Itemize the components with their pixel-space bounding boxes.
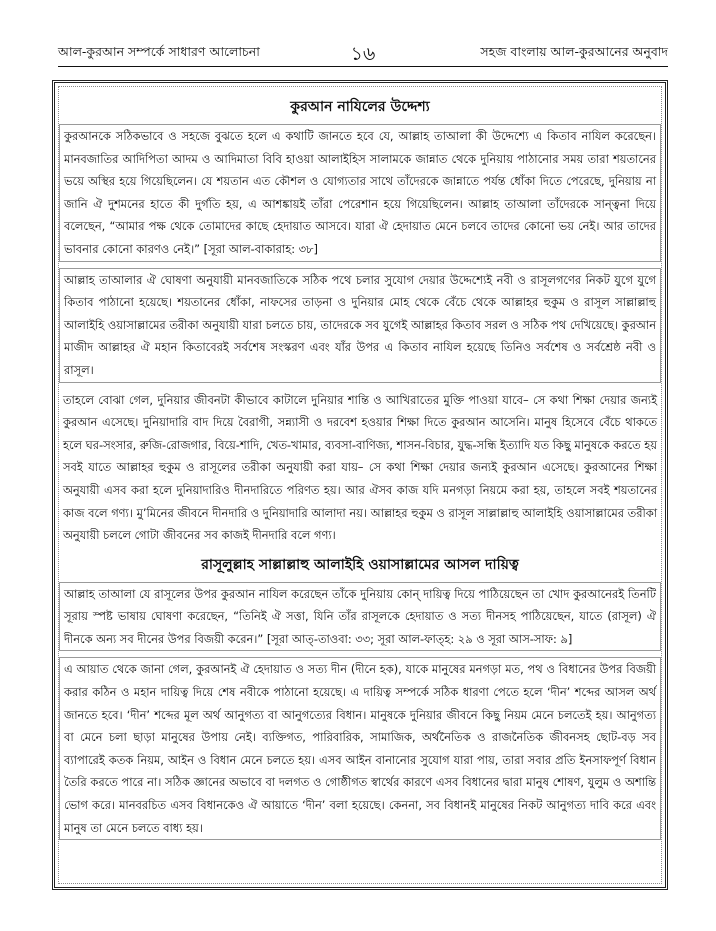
paragraph: এ আয়াত থেকে জানা গেল, কুরআনই ঐ হেদায়াত ও সত্য দীন (দীনে হক), যাকে মানুষের মনগড়া মত, পথ ও বিধানের উপর বিজয়ী করার কঠিন ও মহান দায়িত্ব দিয়ে শেষ নবীকে পাঠানো হয়েছে। এ দায়িত্ব সম্পর্কে সঠিক ধারণা পেতে হলে ‘দীন’ শব্দের আসল অর্থ জানতে হবে। ‘দীন’ শব্দের মূল অর্থ আনুগত্য বা আনুগত্যের বিধান। মানুষকে দুনিয়ার জীবনে কিছু নিয়ম মেনে চলতেই হয়। আনুগত্য বা মেনে চলা ছাড়া মানুষের উপায় নেই। ব্যক্তিগত, পারিবারিক, সামাজিক, অর্থনৈতিক ও রাজনৈতিক জীবনসহ ছোট-বড় সব ব্যাপারেই কতক নিয়ম, আইন ও বিধান মেনে চলতে হয়। এসব আইন বানানোর সুযোগ যারা পায়, তারা সবার প্রতি ইনসাফপূর্ণ বিধান তৈরি করতে পারে না। সঠিক জ্ঞানের অভাবে বা দলগত ও গোষ্ঠীগত স্বার্থের কারণে এসব বিধানের দ্বারা মানুষ শোষণ, যুলুম ও অশান্তি ভোগ করে। মানবরচিত এসব বিধানকেও ঐ আয়াতে ‘দীন’ বলা হয়েছে। কেননা, সব বিধানই মানুষের নিকট আনুগত্য দাবি করে এবং মানুষ তা মেনে চলতে বাধ্য হয়।	[59, 657, 661, 840]
paragraph: তাহলে বোঝা গেল, দুনিয়ার জীবনটা কীভাবে কাটালে দুনিয়ার শান্তি ও আখিরাতের মুক্তি পাওয়া যাবে– সে কথা শিক্ষা দেয়ার জন্যই কুরআন এসেছে। দুনিয়াদারি বাদ দিয়ে বৈরাগী, সন্ন্যাসী ও দরবেশ হওয়ার শিক্ষা দিতে কুরআন আসেনি। মানুষ হিসেবে বেঁচে থাকতে হলে ঘর-সংসার, রুজি-রোজগার, বিয়ে-শাদি, খেত-খামার, ব্যবসা-বাণিজ্য, শাসন-বিচার, যুদ্ধ-সন্ধি ইত্যাদি যত কিছু মানুষকে করতে হয় সবই যাতে আল্লাহর হুকুম ও রাসূলের তরীকা অনুযায়ী করা যায়– সে কথা শিক্ষা দেয়ার জন্যই কুরআন এসেছে। কুরআনের শিক্ষা অনুযায়ী এসব করা হলে দুনিয়াদারিও দীনদারিতে পরিণত হয়। আর ঐসব কাজ যদি মনগড়া নিয়মে করা হয়, তাহলে সবই শয়তানের কাজ বলে গণ্য। মু’মিনের জীবনে দীনদারি ও দুনিয়াদারি আলাদা নয়। আল্লাহর হুকুম ও রাসূল সাল্লাল্লাহু আলাইহি ওয়াসাল্লামের তরীকা অনুযায়ী চললে গোটা জীবনের সব কাজই দীনদারি বলে গণ্য।	[63, 392, 657, 543]
header-book-title: সহজ বাংলায় আল-কুরআনের অনুবাদ	[480, 44, 668, 59]
page-header	[58, 40, 668, 66]
header-divider	[58, 66, 668, 67]
section-heading-purpose: কুরআন নাযিলের উদ্দেশ্য	[290, 99, 430, 115]
section-heading-responsibility: রাসূলুল্লাহ সাল্লাল্লাহু আলাইহি ওয়াসাল্লামের আসল দায়িত্ব	[201, 556, 519, 573]
header-book-section: আল-কুরআন সম্পর্কে সাধারণ আলোচনা	[58, 44, 260, 59]
paragraph: আল্লাহ তাআলার ঐ ঘোষণা অনুযায়ী মানবজাতিকে সঠিক পথে চলার সুযোগ দেয়ার উদ্দেশ্যেই নবী ও রাসূলগণের নিকট যুগে যুগে কিতাব পাঠানো হয়েছে। শয়তানের ধোঁকা, নাফসের তাড়না ও দুনিয়ার মোহ থেকে বেঁচে থেকে আল্লাহর হুকুম ও রাসূল সাল্লাল্লাহু আলাইহি ওয়াসাল্লামের তরীকা অনুযায়ী যারা চলতে চায়, তাদেরকে সব যুগেই আল্লাহর কিতাব সরল ও সঠিক পথ দেখিয়েছে। কুরআন মাজীদ আল্লাহর ঐ মহান কিতাবেরই সর্বশেষ সংস্করণ এবং যাঁর উপর এ কিতাব নাযিল হয়েছে তিনিও সর্বশেষ ও সর্বশ্রেষ্ঠ নবী ও রাসূল।	[59, 268, 661, 383]
paragraph: আল্লাহ তাআলা যে রাসূলের উপর কুরআন নাযিল করেছেন তাঁকে দুনিয়ায় কোন্ দায়িত্ব দিয়ে পাঠিয়েছেন তা খোদ কুরআনেরই তিনটি সূরায় স্পষ্ট ভাষায় ঘোষণা করেছেন, “তিনিই ঐ সত্তা, যিনি তাঁর রাসূলকে হেদায়াত ও সত্য দীনসহ পাঠিয়েছেন, যাতে (রাসূল) ঐ দীনকে অন্য সব দীনের উপর বিজয়ী করেন।” [সূরা আত্-তাওবা: ৩৩; সূরা আল-ফাত্হ: ২৯ ও সূরা আস-সাফ: ৯]	[59, 582, 661, 652]
page-number: ১৬	[350, 43, 376, 65]
content-frame	[52, 80, 668, 890]
paragraph: কুরআনকে সঠিকভাবে ও সহজে বুঝতে হলে এ কথাটি জানতে হবে যে, আল্লাহ তাআলা কী উদ্দেশ্যে এ কিতাব নাযিল করেছেন। মানবজাতির আদিপিতা আদম ও আদিমাতা বিবি হাওয়া আলাইহিস সালামকে জান্নাত থেকে দুনিয়ায় পাঠানোর সময় তারা শয়তানের ভয়ে অস্থির হয়ে গিয়েছিলেন। যে শয়তান এত কৌশল ও যোগ্যতার সাথে তাঁদেরকে জান্নাতে পর্যন্ত ধোঁকা দিতে পেরেছে, দুনিয়ায় না জানি ঐ দুশমনের হাতে কী দুর্গতি হয়, এ আশঙ্কায়ই তাঁরা পেরেশান হয়ে গিয়েছিলেন। আল্লাহ তাআলা তাঁদেরকে সান্ত্বনা দিয়ে বলেছেন, “আমার পক্ষ থেকে তোমাদের কাছে হেদায়াত আসবে। যারা ঐ হেদায়াত মেনে চলবে তাদের কোনো ভয় নেই। আর তাদের ভাবনার কোনো কারণও নেই।” [সূরা আল-বাকারাহ: ৩৮]	[59, 124, 661, 262]
